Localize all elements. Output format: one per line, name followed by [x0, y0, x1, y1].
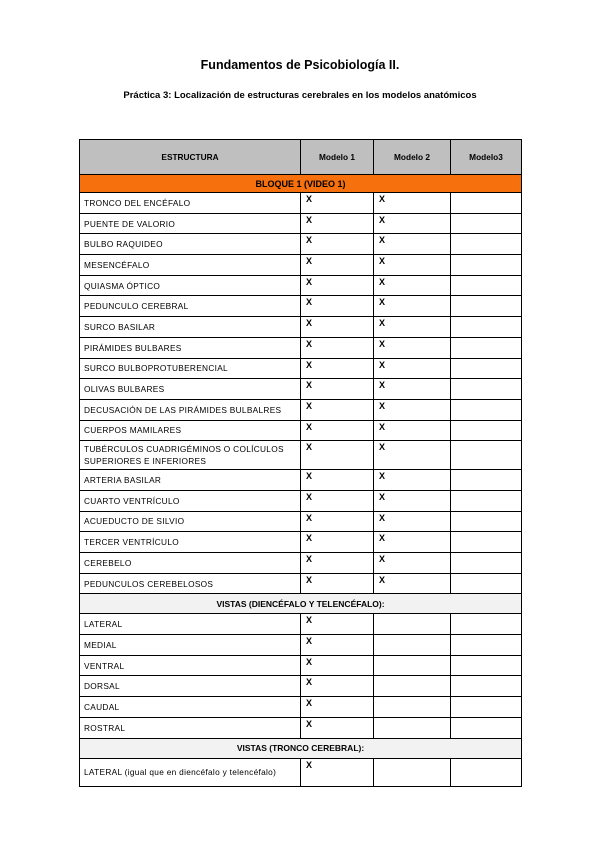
table-row: [80, 337, 522, 358]
modelo-1-cell: X: [301, 490, 374, 511]
structure-name: LATERAL (igual que en diencéfalo y telencéfalo): [80, 758, 301, 786]
modelo-3-cell: [451, 420, 522, 441]
structure-name: PUENTE DE VALORIO: [80, 213, 301, 234]
header-modelo-3: Modelo3: [451, 140, 522, 175]
table-row: [80, 234, 522, 255]
structure-name: CUARTO VENTRÍCULO: [80, 490, 301, 511]
modelo-3-cell: [451, 255, 522, 276]
modelo-2-cell: X: [374, 275, 451, 296]
table-body: [80, 175, 522, 787]
table-row: [80, 532, 522, 553]
modelo-2-cell: [374, 635, 451, 656]
modelo-1-cell: X: [301, 337, 374, 358]
modelo-1-cell: X: [301, 614, 374, 635]
modelo-2-cell: [374, 655, 451, 676]
modelo-3-cell: [451, 213, 522, 234]
modelo-2-cell: X: [374, 470, 451, 491]
modelo-3-cell: [451, 655, 522, 676]
modelo-1-cell: X: [301, 420, 374, 441]
modelo-2-cell: [374, 697, 451, 718]
modelo-3-cell: [451, 379, 522, 400]
block-1-header: BLOQUE 1 (VIDEO 1): [80, 175, 522, 193]
modelo-1-cell: X: [301, 379, 374, 400]
modelo-1-cell: X: [301, 358, 374, 379]
modelo-1-cell: X: [301, 275, 374, 296]
table-row: [80, 358, 522, 379]
header-modelo-1: Modelo 1: [301, 140, 374, 175]
modelo-3-cell: [451, 553, 522, 574]
table-row: [80, 441, 522, 470]
modelo-3-cell: [451, 441, 522, 470]
modelo-3-cell: [451, 676, 522, 697]
modelo-2-cell: X: [374, 213, 451, 234]
modelo-3-cell: [451, 758, 522, 786]
modelo-1-cell: X: [301, 213, 374, 234]
modelo-1-cell: X: [301, 758, 374, 786]
structure-name: ROSTRAL: [80, 717, 301, 738]
modelo-3-cell: [451, 358, 522, 379]
modelo-3-cell: [451, 470, 522, 491]
table-header-row: [80, 140, 522, 175]
modelo-2-cell: X: [374, 296, 451, 317]
structures-table: [79, 139, 522, 787]
modelo-2-cell: X: [374, 337, 451, 358]
structure-name: ACUEDUCTO DE SILVIO: [80, 511, 301, 532]
structure-name: SURCO BASILAR: [80, 317, 301, 338]
modelo-1-cell: X: [301, 553, 374, 574]
modelo-3-cell: [451, 697, 522, 718]
modelo-2-cell: X: [374, 441, 451, 470]
structure-name: MEDIAL: [80, 635, 301, 656]
table-row: [80, 676, 522, 697]
modelo-2-cell: X: [374, 553, 451, 574]
table-row: [80, 717, 522, 738]
modelo-2-cell: X: [374, 399, 451, 420]
table-row: [80, 635, 522, 656]
document-title: Fundamentos de Psicobiología II.: [200, 58, 400, 72]
modelo-3-cell: [451, 399, 522, 420]
structure-name: PEDUNCULO CEREBRAL: [80, 296, 301, 317]
modelo-2-cell: X: [374, 490, 451, 511]
modelo-1-cell: X: [301, 635, 374, 656]
modelo-3-cell: [451, 635, 522, 656]
modelo-3-cell: [451, 511, 522, 532]
structure-name: CAUDAL: [80, 697, 301, 718]
modelo-2-cell: X: [374, 420, 451, 441]
modelo-3-cell: [451, 317, 522, 338]
structure-name: DECUSACIÓN DE LAS PIRÁMIDES BULBALRES: [80, 399, 301, 420]
modelo-3-cell: [451, 717, 522, 738]
structure-name: BULBO RAQUIDEO: [80, 234, 301, 255]
modelo-1-cell: X: [301, 441, 374, 470]
modelo-2-cell: X: [374, 234, 451, 255]
table-row: [80, 655, 522, 676]
modelo-1-cell: X: [301, 532, 374, 553]
table-row: [80, 296, 522, 317]
table-row: [80, 379, 522, 400]
modelo-1-cell: X: [301, 511, 374, 532]
modelo-1-cell: X: [301, 399, 374, 420]
section-vistas-tronco-row: [80, 738, 522, 758]
modelo-3-cell: [451, 490, 522, 511]
modelo-2-cell: X: [374, 532, 451, 553]
structure-name: ARTERIA BASILAR: [80, 470, 301, 491]
modelo-1-cell: X: [301, 573, 374, 594]
modelo-2-cell: [374, 676, 451, 697]
table-row: [80, 193, 522, 214]
modelo-3-cell: [451, 532, 522, 553]
table-row: [80, 573, 522, 594]
modelo-2-cell: X: [374, 317, 451, 338]
table-row: [80, 275, 522, 296]
modelo-3-cell: [451, 296, 522, 317]
section-vistas-diencefalo-row: [80, 594, 522, 614]
modelo-2-cell: X: [374, 193, 451, 214]
table-row: [80, 553, 522, 574]
modelo-3-cell: [451, 614, 522, 635]
table-row: [80, 511, 522, 532]
modelo-1-cell: X: [301, 655, 374, 676]
modelo-3-cell: [451, 573, 522, 594]
table-row: [80, 614, 522, 635]
table-row: [80, 758, 522, 786]
structure-name: SURCO BULBOPROTUBERENCIAL: [80, 358, 301, 379]
table-row: [80, 399, 522, 420]
structure-name: CUERPOS MAMILARES: [80, 420, 301, 441]
structure-name: MESENCÉFALO: [80, 255, 301, 276]
modelo-2-cell: X: [374, 358, 451, 379]
structure-name: PIRÁMIDES BULBARES: [80, 337, 301, 358]
header-estructura: ESTRUCTURA: [80, 140, 301, 175]
modelo-3-cell: [451, 193, 522, 214]
modelo-3-cell: [451, 234, 522, 255]
table-row: [80, 317, 522, 338]
structure-name: LATERAL: [80, 614, 301, 635]
modelo-1-cell: X: [301, 317, 374, 338]
table-row: [80, 213, 522, 234]
table-row: [80, 420, 522, 441]
modelo-3-cell: [451, 275, 522, 296]
structure-name: TRONCO DEL ENCÉFALO: [80, 193, 301, 214]
structure-name: DORSAL: [80, 676, 301, 697]
modelo-2-cell: X: [374, 255, 451, 276]
modelo-1-cell: X: [301, 296, 374, 317]
structure-name: VENTRAL: [80, 655, 301, 676]
modelo-1-cell: X: [301, 234, 374, 255]
modelo-1-cell: X: [301, 255, 374, 276]
modelo-1-cell: X: [301, 697, 374, 718]
table-row: [80, 470, 522, 491]
structure-name: PEDUNCULOS CEREBELOSOS: [80, 573, 301, 594]
modelo-1-cell: X: [301, 676, 374, 697]
structure-name: QUIASMA ÓPTICO: [80, 275, 301, 296]
modelo-1-cell: X: [301, 193, 374, 214]
modelo-2-cell: X: [374, 573, 451, 594]
table-row: [80, 490, 522, 511]
modelo-1-cell: X: [301, 717, 374, 738]
table-row: [80, 697, 522, 718]
document-subtitle: Práctica 3: Localización de estructuras cerebrales en los modelos anatómicos: [123, 90, 477, 101]
modelo-3-cell: [451, 337, 522, 358]
modelo-2-cell: [374, 717, 451, 738]
modelo-2-cell: [374, 758, 451, 786]
structure-name: TUBÉRCULOS CUADRIGÉMINOS O COLÍCULOS SUPERIORES E INFERIORES: [80, 441, 301, 470]
modelo-2-cell: [374, 614, 451, 635]
header-modelo-2: Modelo 2: [374, 140, 451, 175]
structure-name: TERCER VENTRÍCULO: [80, 532, 301, 553]
modelo-2-cell: X: [374, 379, 451, 400]
section-vistas-tronco: VISTAS (TRONCO CEREBRAL):: [80, 738, 522, 758]
modelo-1-cell: X: [301, 470, 374, 491]
table-row: [80, 255, 522, 276]
structure-name: CEREBELO: [80, 553, 301, 574]
section-vistas-diencefalo: VISTAS (DIENCÉFALO Y TELENCÉFALO):: [80, 594, 522, 614]
modelo-2-cell: X: [374, 511, 451, 532]
block-1-header-row: [80, 175, 522, 193]
structure-name: OLIVAS BULBARES: [80, 379, 301, 400]
